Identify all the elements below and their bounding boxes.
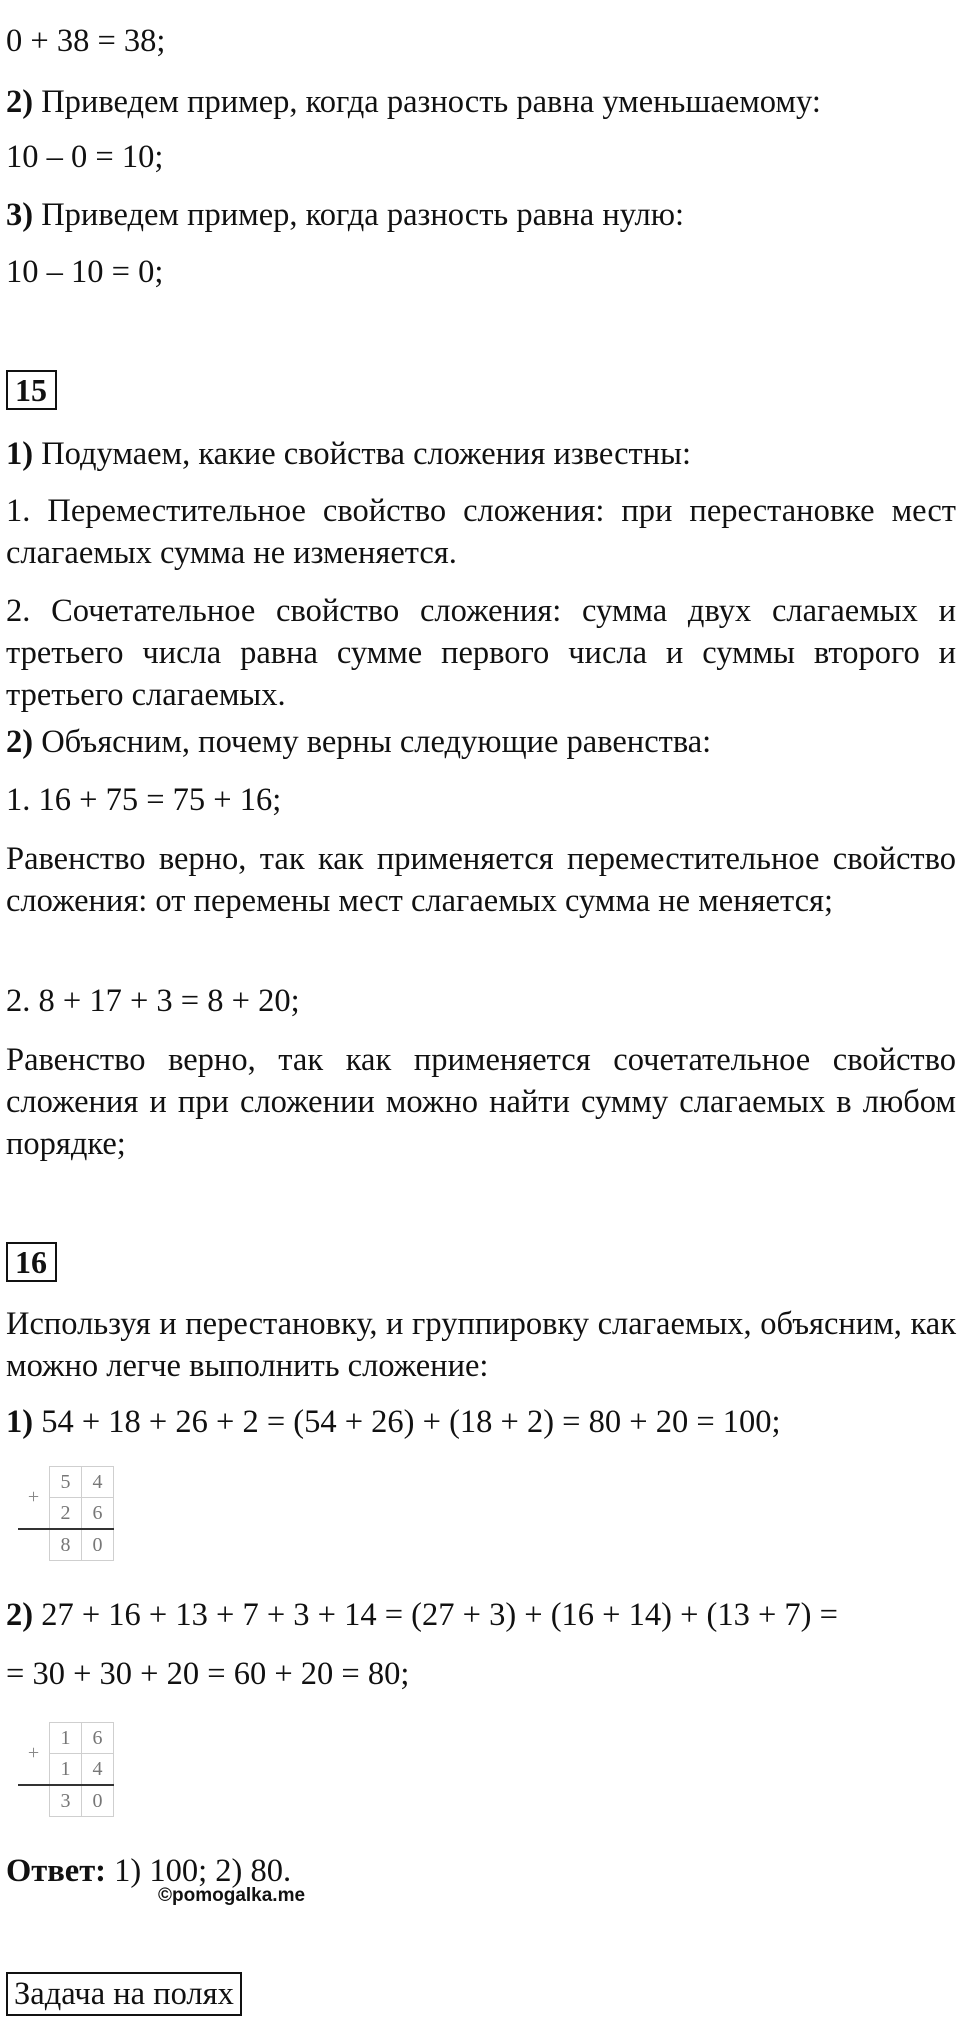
item-text: Подумаем, какие свойства сложения известны: [33,436,691,472]
item-text: Объясним, почему верны следующие равенства: [33,724,712,760]
text-line [6,194,956,236]
equation-line [6,1401,956,1443]
text-line: 10 – 10 = 0; [6,254,164,290]
watermark: ©pomogalka.me [158,1885,306,1906]
item-number: 2) [6,84,34,120]
item-text: 54 + 18 + 26 + 2 = (54 + 26) + (18 + 2) = 80 + 20 = 100; [33,1404,781,1440]
item-number: 2) [6,1597,34,1633]
task-number-badge: 15 [6,370,57,410]
digit-cell: 8 [50,1529,82,1561]
paragraph: Равенство верно, так как применяется переместительное свойство сложения: от перемены мест слагаемых сумма не меняется; [6,841,956,919]
text-line: 10 – 0 = 10; [6,139,164,175]
digit-cell: 1 [50,1723,82,1754]
equation-line: 2. 8 + 17 + 3 = 8 + 20; [6,983,300,1019]
next-section-box: Задача на полях [6,1972,242,2016]
digit-cell: 4 [82,1754,114,1786]
equation-line [6,1594,956,1636]
plus-sign: + [18,1723,50,1786]
text-line: 0 + 38 = 38; [6,23,166,59]
paragraph: 2. Сочетательное свойство сложения: сумма двух слагаемых и третьего числа равна сумме первого числа и суммы второго и третьего слагаемых. [6,593,956,713]
digit-cell: 5 [50,1467,82,1498]
blank-cell [18,1529,50,1561]
answer-line [6,1850,956,1892]
text-line [6,721,956,763]
digit-cell: 0 [82,1785,114,1817]
text-line [6,81,956,123]
digit-cell: 6 [82,1723,114,1754]
task-number-badge: 16 [6,1242,57,1282]
item-number: 3) [6,197,34,233]
plus-sign: + [18,1467,50,1530]
digit-cell: 1 [50,1754,82,1786]
item-text: Приведем пример, когда разность равна уменьшаемому: [33,84,821,120]
column-addition [18,1722,114,1817]
digit-cell: 4 [82,1467,114,1498]
paragraph: Используя и перестановку, и группировку слагаемых, объясним, как можно легче выполнить сложение: [6,1306,956,1384]
answer-label: Ответ: [6,1853,107,1889]
paragraph: Равенство верно, так как применяется сочетательное свойство сложения и при сложении можно найти сумму слагаемых в любом порядке; [6,1042,956,1162]
digit-cell: 3 [50,1785,82,1817]
item-number: 1) [6,1404,34,1440]
item-text: 27 + 16 + 13 + 7 + 3 + 14 = (27 + 3) + (16 + 14) + (13 + 7) = [33,1597,838,1633]
item-number: 1) [6,436,34,472]
digit-cell: 0 [82,1529,114,1561]
item-text: Приведем пример, когда разность равна нулю: [33,197,685,233]
digit-cell: 6 [82,1498,114,1530]
equation-line: 1. 16 + 75 = 75 + 16; [6,782,282,818]
digit-cell: 2 [50,1498,82,1530]
paragraph: 1. Переместительное свойство сложения: при перестановке мест слагаемых сумма не изменяется. [6,493,956,571]
text-line [6,433,956,475]
column-addition [18,1466,114,1561]
item-number: 2) [6,724,34,760]
equation-line: = 30 + 30 + 20 = 60 + 20 = 80; [6,1656,410,1692]
blank-cell [18,1785,50,1817]
answer-text: 1) 100; 2) 80. [106,1853,292,1889]
